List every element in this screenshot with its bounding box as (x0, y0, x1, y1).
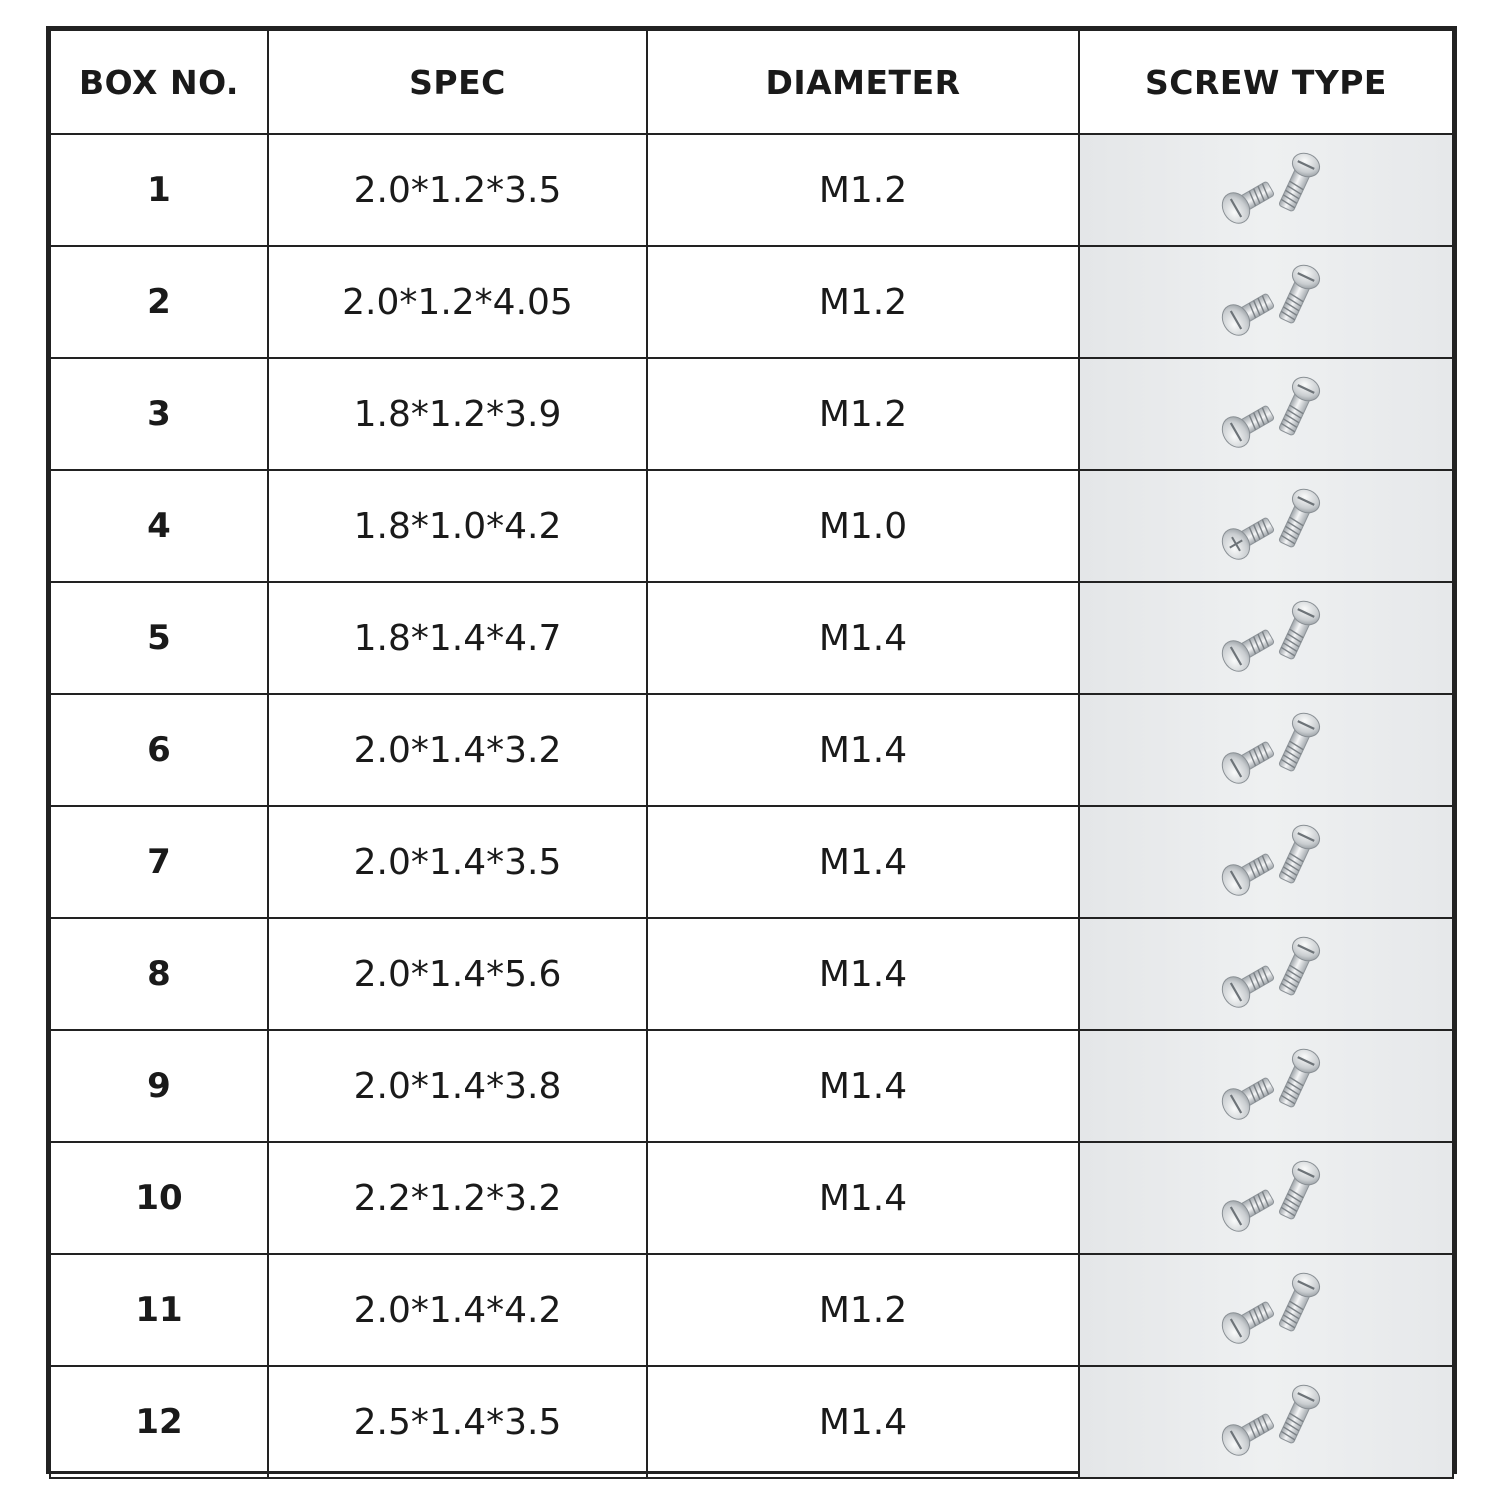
spec-cell: 1.8*1.0*4.2 (268, 470, 647, 582)
screw-pair-image (1166, 588, 1366, 688)
header-diameter: DIAMETER (647, 30, 1079, 134)
box-number-cell: 10 (50, 1142, 268, 1254)
table-row (50, 246, 1453, 358)
screw-type-cell (1079, 1366, 1453, 1478)
box-number-cell: 8 (50, 918, 268, 1030)
table-row (50, 806, 1453, 918)
header-box-no: BOX NO. (50, 30, 268, 134)
spec-cell: 2.0*1.2*4.05 (268, 246, 647, 358)
diameter-cell: M1.4 (647, 806, 1079, 918)
diameter-cell: M1.4 (647, 1142, 1079, 1254)
table-row (50, 1142, 1453, 1254)
table-row (50, 134, 1453, 246)
box-number-cell: 12 (50, 1366, 268, 1478)
spec-cell: 2.0*1.4*5.6 (268, 918, 647, 1030)
screw-type-cell (1079, 358, 1453, 470)
box-number-cell: 1 (50, 134, 268, 246)
screw-type-cell (1079, 918, 1453, 1030)
table-header-row (50, 30, 1453, 134)
screw-type-cell (1079, 134, 1453, 246)
box-number-cell: 11 (50, 1254, 268, 1366)
diameter-cell: M1.4 (647, 1366, 1079, 1478)
box-number-cell: 3 (50, 358, 268, 470)
diameter-cell: M1.4 (647, 694, 1079, 806)
screw-pair-image (1166, 1036, 1366, 1136)
box-number-cell: 5 (50, 582, 268, 694)
diameter-cell: M1.4 (647, 1030, 1079, 1142)
diameter-cell: M1.0 (647, 470, 1079, 582)
screw-pair-image (1166, 364, 1366, 464)
diameter-cell: M1.2 (647, 1254, 1079, 1366)
spec-cell: 2.0*1.4*3.2 (268, 694, 647, 806)
diameter-cell: M1.2 (647, 358, 1079, 470)
table-row (50, 1030, 1453, 1142)
spec-cell: 2.0*1.4*3.5 (268, 806, 647, 918)
screw-spec-table (49, 29, 1454, 1479)
screw-pair-image (1166, 1148, 1366, 1248)
table-row (50, 470, 1453, 582)
spec-cell: 1.8*1.4*4.7 (268, 582, 647, 694)
screw-type-cell (1079, 694, 1453, 806)
screw-type-cell (1079, 582, 1453, 694)
spec-cell: 2.2*1.2*3.2 (268, 1142, 647, 1254)
spec-cell: 1.8*1.2*3.9 (268, 358, 647, 470)
box-number-cell: 2 (50, 246, 268, 358)
table-row (50, 918, 1453, 1030)
table-row (50, 1366, 1453, 1478)
table-row (50, 694, 1453, 806)
screw-pair-image (1166, 924, 1366, 1024)
header-screw-type: SCREW TYPE (1079, 30, 1453, 134)
screw-spec-table-container (46, 26, 1457, 1474)
screw-type-cell (1079, 1030, 1453, 1142)
diameter-cell: M1.4 (647, 918, 1079, 1030)
screw-pair-image (1166, 252, 1366, 352)
screw-pair-image (1166, 1372, 1366, 1472)
table-row (50, 358, 1453, 470)
screw-pair-image (1166, 1260, 1366, 1360)
screw-type-cell (1079, 1142, 1453, 1254)
box-number-cell: 4 (50, 470, 268, 582)
box-number-cell: 7 (50, 806, 268, 918)
spec-cell: 2.0*1.4*3.8 (268, 1030, 647, 1142)
table-row (50, 582, 1453, 694)
diameter-cell: M1.4 (647, 582, 1079, 694)
screw-pair-image (1166, 140, 1366, 240)
diameter-cell: M1.2 (647, 134, 1079, 246)
spec-cell: 2.0*1.2*3.5 (268, 134, 647, 246)
screw-type-cell (1079, 246, 1453, 358)
box-number-cell: 6 (50, 694, 268, 806)
screw-pair-image (1166, 812, 1366, 912)
screw-type-cell (1079, 806, 1453, 918)
spec-cell: 2.0*1.4*4.2 (268, 1254, 647, 1366)
header-spec: SPEC (268, 30, 647, 134)
table-body (50, 134, 1453, 1478)
spec-cell: 2.5*1.4*3.5 (268, 1366, 647, 1478)
screw-type-cell (1079, 470, 1453, 582)
box-number-cell: 9 (50, 1030, 268, 1142)
screw-pair-image (1166, 476, 1366, 576)
diameter-cell: M1.2 (647, 246, 1079, 358)
screw-pair-image (1166, 700, 1366, 800)
screw-type-cell (1079, 1254, 1453, 1366)
table-row (50, 1254, 1453, 1366)
